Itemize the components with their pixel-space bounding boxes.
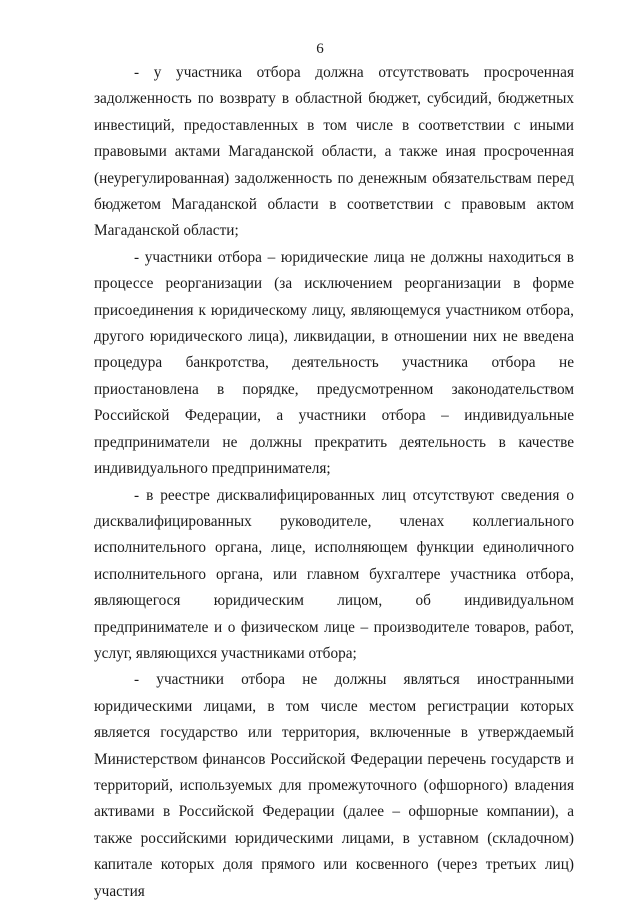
paragraph-reorganization: - участники отбора – юридические лица не должны находиться в процессе реорганизации (за исключением реорганизации в форме присоединения к юридическому лицу, являющемуся участником отбора, другого юридического лица), ликвидации, в отношении них не введена процедура банкротства, деятельность участника отбора не приостановлена в порядке, предусмотренном законодательством Российской Федерации, а участники отбора – индивидуальные предприниматели не должны прекратить деятельность в качестве индивидуального предпринимателя;: [94, 248, 574, 478]
paragraph-foreign-entities: - участники отбора не должны являться иностранными юридическими лицами, в том числе местом регистрации которых является государство или территория, включенные в утверждаемый Министерством финансов Российской Федерации перечень государств и территорий, используемых для промежуточного (офшорного) владения активами в Российской Федерации (далее – офшорные компании), а также российскими юридическими лицами, в уставном (складочном) капитале которых доля прямого или косвенного (через третьих лиц) участия: [94, 671, 574, 900]
document-body: [94, 60, 574, 905]
page-number: 6: [316, 41, 324, 57]
paragraph-overdue-debt: - у участника отбора должна отсутствовать просроченная задолженность по возврату в областной бюджет, субсидий, бюджетных инвестиций, предоставленных в том числе в соответствии с иными правовыми актами Магаданской области, а также иная просроченная (неурегулированная) задолженность по денежным обязательствам перед бюджетом Магаданской области в соответствии с правовым актом Магаданской области;: [94, 64, 574, 240]
paragraph-disqualified-persons: - в реестре дисквалифицированных лиц отсутствуют сведения о дисквалифицированных руководителе, членах коллегиального исполнительного органа, лице, исполняющем функции единоличного исполнительного органа, или главном бухгалтере участника отбора, являющегося юридическим лицом, об индивидуальном предпринимателе и о физическом лице – производителе товаров, работ, услуг, являющихся участниками отбора;: [94, 486, 574, 662]
